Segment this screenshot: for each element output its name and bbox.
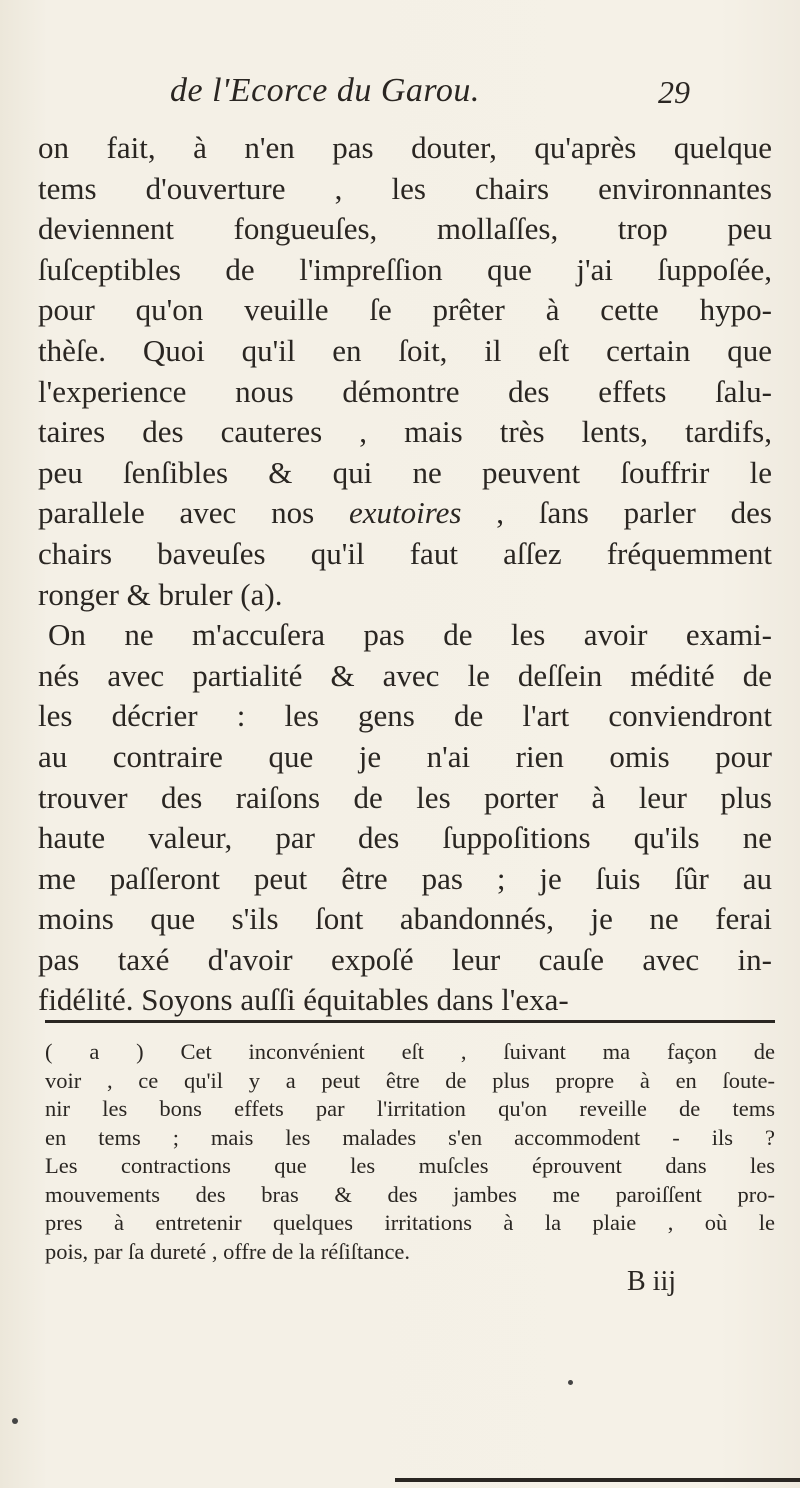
footnote	[45, 1038, 775, 1266]
text-line: taires des cauteres , mais très lents, tardifs,	[38, 414, 772, 450]
running-title: de l'Ecorce du Garou.	[170, 72, 480, 109]
text-line: trouver des raiſons de les porter à leur plus	[38, 779, 772, 815]
text-line: l'experience nous démontre des effets ſalu-	[38, 373, 772, 409]
footnote-line: pois, par ſa dureté , offre de la réſiſtance.	[45, 1238, 411, 1264]
text-line: nés avec partialité & avec le deſſein médité de	[38, 657, 772, 693]
footnote-line: pres à entretenir quelques irritations à la plaie , où le	[45, 1210, 775, 1235]
page-edge-line	[395, 1478, 800, 1482]
text-line: ſuſceptibles de l'impreſſion que j'ai ſuppoſée,	[38, 251, 772, 287]
signature-mark: B iij	[627, 1266, 677, 1297]
footnote-line: en tems ; mais les malades s'en accommodent - ils ?	[45, 1124, 775, 1150]
footnote-line: mouvements des bras & des jambes me paroiſſent pro-	[45, 1181, 775, 1207]
page-number: 29	[658, 74, 690, 110]
ink-speck	[12, 1418, 18, 1424]
footnote-line: nir les bons effets par l'irritation qu'on reveille de tems	[45, 1096, 775, 1121]
text-line: On ne m'accuſera pas de les avoir exami-	[48, 617, 772, 653]
text-line: au contraire que je n'ai rien omis pour	[38, 738, 772, 774]
text-line: moins que s'ils ſont abandonnés, je ne ferai	[38, 901, 772, 937]
ink-speck	[568, 1380, 573, 1385]
text-line: thèſe. Quoi qu'il en ſoit, il eſt certain que	[38, 332, 772, 368]
body-text	[38, 128, 772, 1021]
text-line: les décrier : les gens de l'art conviendront	[38, 698, 772, 734]
text-line: fidélité. Soyons auſſi équitables dans l'exa-	[38, 982, 569, 1018]
text-line: ronger & bruler (a).	[38, 576, 283, 612]
text-line: haute valeur, par des ſuppoſitions qu'ils ne	[38, 820, 772, 856]
text-line: deviennent fongueuſes, mollaſſes, trop peu	[38, 211, 772, 247]
text-line: peu ſenſibles & qui ne peuvent ſouffrir le	[38, 454, 772, 490]
footnote-line: ( a ) Cet inconvénient eſt , ſuivant ma façon de	[45, 1039, 775, 1064]
text-line: on fait, à n'en pas douter, qu'après quelque	[38, 130, 772, 165]
footnote-line: voir , ce qu'il y a peut être de plus propre à en ſoute-	[45, 1067, 775, 1093]
text-line: pas taxé d'avoir expoſé leur cauſe avec in-	[38, 941, 772, 977]
footnote-rule	[45, 1020, 775, 1023]
text-line-with-italic: parallele avec nos exutoires , ſans parler des	[38, 495, 772, 531]
text-line: pour qu'on veuille ſe prêter à cette hypo-	[38, 292, 772, 328]
text-line: tems d'ouverture , les chairs environnantes	[38, 170, 772, 206]
text-line: chairs baveuſes qu'il faut aſſez fréquemment	[38, 535, 772, 571]
text-line: me paſſeront peut être pas ; je ſuis ſûr au	[38, 860, 772, 896]
footnote-line: Les contractions que les muſcles éprouvent dans les	[45, 1153, 775, 1178]
page-header	[170, 72, 690, 122]
